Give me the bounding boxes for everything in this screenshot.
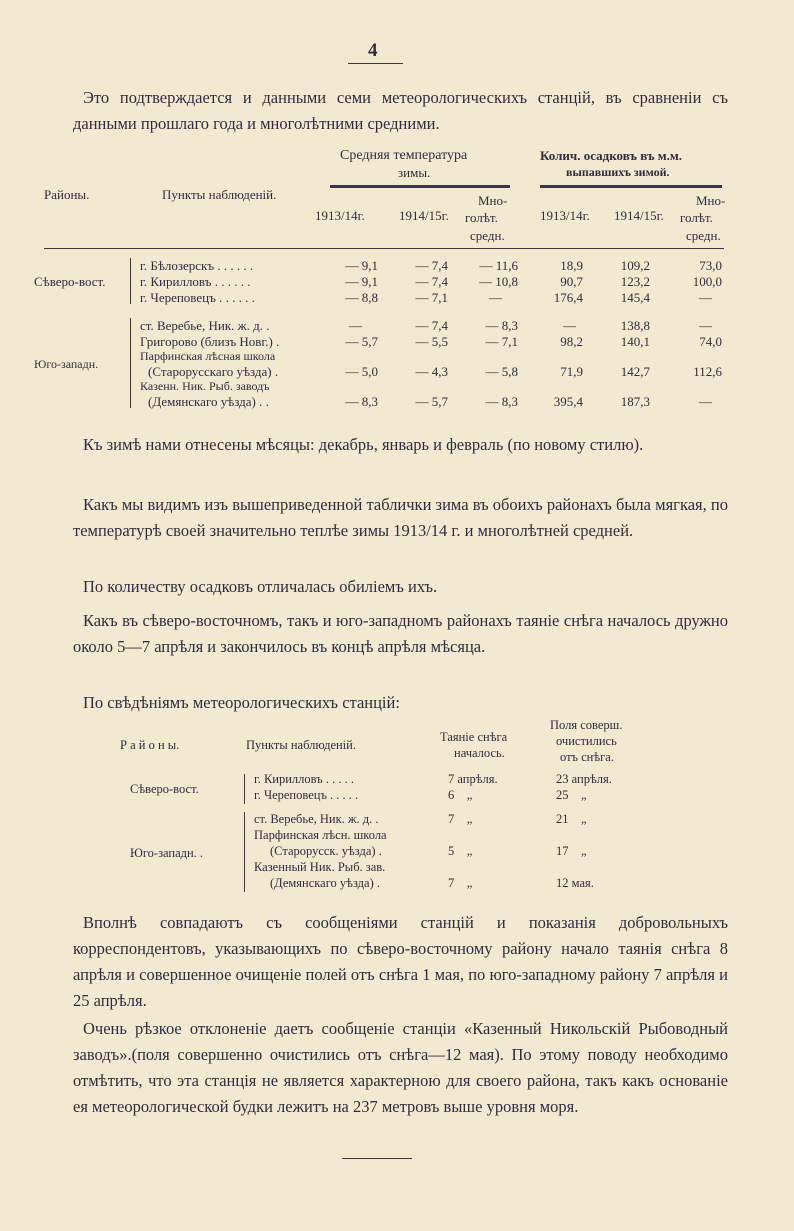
fields-cleared: 25 „ bbox=[556, 788, 587, 802]
thaw-start: 6 „ bbox=[448, 788, 473, 802]
cell-prec-1914: 138,8 bbox=[620, 318, 650, 333]
point-name: г. Кирилловъ . . . . . . bbox=[140, 274, 251, 289]
table1-region-ne: Сѣверо-вост. bbox=[34, 274, 106, 289]
cell-prec-avg: — bbox=[699, 394, 712, 409]
table1-header-bottom-rule bbox=[44, 248, 724, 249]
thaw-start: 7 „ bbox=[448, 812, 473, 826]
table1-header-c1: 1913/14г. bbox=[315, 208, 365, 223]
table2-region-sw: Юго-западн. . bbox=[130, 846, 204, 860]
cell-1913: — 8,3 bbox=[345, 394, 378, 409]
point-name: г. Кирилловъ . . . . . bbox=[254, 772, 354, 786]
table1-region-sw: Юго-западн. bbox=[34, 357, 99, 371]
fields-cleared: 21 „ bbox=[556, 812, 587, 826]
point-name-line1: Парфинская лѣсн. школа bbox=[254, 828, 387, 842]
paragraph-correspondents: Вполнѣ совпадаютъ съ сообщеніями станцій и показанія добровольныхъ корреспондентовъ, указывающихъ по сѣверо-восточному району начало таянія снѣга 8 апрѣля и совершенное очищеніе полей отъ снѣга 1 мая, по юго-западному району 7 апрѣля и 25 апрѣля. bbox=[73, 913, 728, 1010]
point-name-line1: Парфинская лѣсная школа bbox=[140, 349, 276, 363]
point-name: (Демянскаго уѣзда) . . bbox=[148, 394, 269, 409]
table1-header-c4: 1913/14г. bbox=[540, 208, 590, 223]
cell-prec-1913: 90,7 bbox=[560, 274, 583, 289]
paragraph-mild-winter: Какъ мы видимъ изъ вышеприведенной таблички зима въ обоихъ районахъ была мягкая, по температурѣ своей значительно теплѣе зимы 1913/14 г. и многолѣтней средней. bbox=[73, 495, 728, 540]
fields-cleared: 17 „ bbox=[556, 844, 587, 858]
fields-cleared: 12 мая. bbox=[556, 876, 594, 890]
table1-header-c5: 1914/15г. bbox=[614, 208, 664, 223]
cell-1913: — 8,8 bbox=[345, 290, 378, 305]
table1-header-prec: Колич. осадковъ въ м.м. bbox=[540, 148, 682, 163]
cell-prec-1913: 18,9 bbox=[560, 258, 583, 273]
cell-prec-avg: 112,6 bbox=[693, 364, 722, 379]
cell-prec-1914: 145,4 bbox=[620, 290, 650, 305]
cell-prec-avg: — bbox=[699, 290, 712, 305]
paragraph-winter-months: Къ зимѣ нами отнесены мѣсяцы: декабрь, январь и февраль (по новому стилю). bbox=[83, 435, 644, 454]
footer-rule bbox=[342, 1158, 412, 1159]
thaw-start: 5 „ bbox=[448, 844, 473, 858]
cell-avg: — 11,6 bbox=[479, 258, 518, 273]
cell-prec-1914: 142,7 bbox=[620, 364, 650, 379]
point-name: Григорово (близъ Новг.) . bbox=[140, 334, 280, 349]
table1-header-regions: Районы. bbox=[44, 187, 90, 202]
cell-1914: — 7,1 bbox=[415, 290, 448, 305]
table2-header-points: Пункты наблюденій. bbox=[246, 738, 356, 752]
cell-1913: — 5,7 bbox=[345, 334, 378, 349]
table2-header-regions: Р а й о н ы. bbox=[120, 738, 180, 752]
cell-1914: — 7,4 bbox=[415, 318, 448, 333]
point-name-line1: Казенный Ник. Рыб. зав. bbox=[254, 860, 386, 874]
intro-paragraph: Это подтверждается и данными семи метеорологическихъ станцій, въ сравненіи съ данными прошлаго года и многолѣтними средними. bbox=[73, 88, 728, 133]
table1-header-c3a: Мно- bbox=[478, 193, 508, 208]
header-rule bbox=[348, 63, 403, 64]
cell-avg: — 5,8 bbox=[485, 364, 518, 379]
temp-header-rule bbox=[330, 185, 510, 188]
cell-prec-1913: 395,4 bbox=[553, 394, 583, 409]
cell-prec-1913: — bbox=[563, 318, 576, 333]
cell-prec-avg: 100,0 bbox=[692, 274, 722, 289]
table1-header-c6b: голѣт. bbox=[680, 210, 713, 225]
page-number: 4 bbox=[368, 40, 378, 61]
table2-region-ne: Сѣверо-вост. bbox=[130, 782, 199, 796]
brace-sw-2 bbox=[244, 812, 245, 892]
table2-header-clear2: очистились bbox=[556, 734, 617, 748]
point-name: ст. Веребье, Ник. ж. д. . bbox=[140, 318, 270, 333]
cell-prec-1914: 140,1 bbox=[620, 334, 650, 349]
point-name: г. Череповецъ . . . . . bbox=[254, 788, 359, 802]
table1-header-c3c: средн. bbox=[470, 228, 505, 243]
cell-1913: — 9,1 bbox=[345, 274, 378, 289]
cell-1914: — 5,5 bbox=[415, 334, 448, 349]
thaw-start: 7 апрѣля. bbox=[448, 772, 498, 786]
cell-1913: — 5,0 bbox=[345, 364, 378, 379]
table1-header-c6c: средн. bbox=[686, 228, 721, 243]
cell-1914: — 5,7 bbox=[415, 394, 448, 409]
table1-header-points: Пункты наблюденій. bbox=[162, 187, 277, 202]
table1-header-c2: 1914/15г. bbox=[399, 208, 449, 223]
cell-1914: — 7,4 bbox=[415, 274, 448, 289]
prec-header-rule bbox=[540, 185, 722, 188]
paragraph-deviation: Очень рѣзкое отклоненіе даетъ сообщеніе станціи «Казенный Никольскій Рыбоводный заводъ».(поля совершенно очистились отъ снѣга—12 мая). По этому поводу необходимо отмѣтить, что эта станція не является характерною для своего района, такъ какъ основаніе ея метеорологической будки лежитъ на 237 метровъ выше уровня моря. bbox=[73, 1019, 728, 1116]
table1-header-temp2: зимы. bbox=[398, 165, 431, 180]
brace-ne-2 bbox=[244, 774, 245, 804]
cell-1914: — 7,4 bbox=[415, 258, 448, 273]
cell-prec-avg: — bbox=[699, 318, 712, 333]
table1-header-temp: Средняя температура bbox=[340, 148, 468, 163]
cell-prec-1913: 176,4 bbox=[553, 290, 583, 305]
cell-prec-1914: 187,3 bbox=[620, 394, 650, 409]
cell-prec-1913: 98,2 bbox=[560, 334, 583, 349]
fields-cleared: 23 апрѣля. bbox=[556, 772, 612, 786]
cell-prec-avg: 74,0 bbox=[699, 334, 722, 349]
cell-1913: — bbox=[349, 318, 362, 333]
point-name: (Демянскаго уѣзда) . bbox=[270, 876, 380, 890]
table1-header-prec2: выпавшихъ зимой. bbox=[566, 165, 670, 179]
paragraph-thaw: Какъ въ сѣверо-восточномъ, такъ и юго-западномъ районахъ таяніе снѣга началось дружно около 5—7 апрѣля и закончилось въ концѣ апрѣля мѣсяца. bbox=[73, 611, 728, 656]
cell-1913: — 9,1 bbox=[345, 258, 378, 273]
cell-prec-1914: 123,2 bbox=[620, 274, 650, 289]
cell-avg: — 10,8 bbox=[479, 274, 518, 289]
brace-sw bbox=[130, 318, 131, 408]
table2-header-thaw1: Таяніе снѣга bbox=[440, 730, 508, 744]
paragraph-stations-intro: По свѣдѣніямъ метеорологическихъ станцій: bbox=[83, 693, 400, 712]
cell-prec-avg: 73,0 bbox=[699, 258, 722, 273]
point-name: (Старорусскаго уѣзда) . bbox=[148, 364, 279, 379]
cell-avg: — 8,3 bbox=[485, 318, 518, 333]
point-name-line1: Казенн. Ник. Рыб. заводъ bbox=[140, 379, 270, 393]
point-name: ст. Веребье, Ник. ж. д. . bbox=[254, 812, 379, 826]
point-name: г. Череповецъ . . . . . . bbox=[140, 290, 255, 305]
cell-prec-1913: 71,9 bbox=[560, 364, 583, 379]
cell-avg: — bbox=[489, 290, 502, 305]
point-name: (Старорусск. уѣзда) . bbox=[270, 844, 382, 858]
brace-ne bbox=[130, 258, 131, 304]
cell-prec-1914: 109,2 bbox=[620, 258, 650, 273]
table1-header-c6a: Мно- bbox=[696, 193, 726, 208]
table1-header-c3b: голѣт. bbox=[465, 210, 498, 225]
cell-avg: — 8,3 bbox=[485, 394, 518, 409]
table2-header-clear1: Поля соверш. bbox=[550, 718, 623, 732]
table2-header-thaw2: началось. bbox=[454, 746, 505, 760]
cell-1914: — 4,3 bbox=[415, 364, 448, 379]
table2-header-clear3: отъ снѣга. bbox=[560, 750, 614, 764]
cell-avg: — 7,1 bbox=[485, 334, 518, 349]
thaw-start: 7 „ bbox=[448, 876, 473, 890]
point-name: г. Бѣлозерскъ . . . . . . bbox=[140, 258, 254, 273]
paragraph-precipitation: По количеству осадковъ отличалась обиліемъ ихъ. bbox=[83, 577, 438, 596]
